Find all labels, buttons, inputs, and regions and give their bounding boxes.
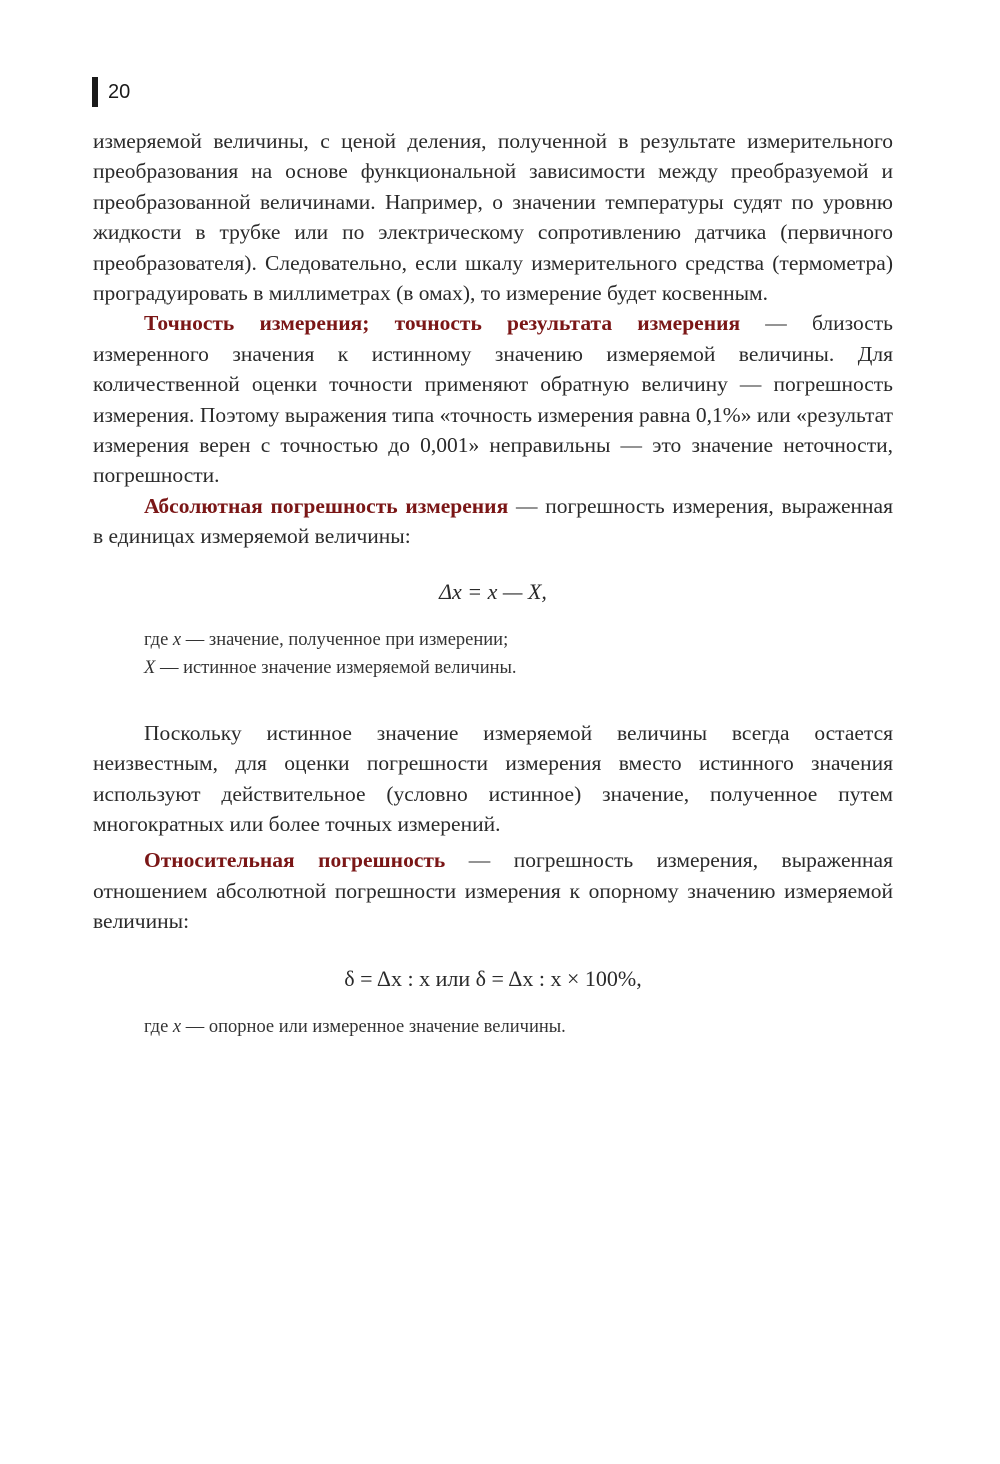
note-reference-value [93,1013,893,1041]
note2-prefix: где [144,1016,173,1037]
page-number: 20 [108,80,131,103]
note-variable-x [93,626,893,654]
note-var-x: x [172,629,182,650]
term-absolute-error: Абсолютная погрешность измерения [144,493,509,518]
note-prefix: где [144,629,173,650]
formula-absolute-error: Δx = x — X, [439,578,547,604]
page-number-bar [92,77,98,107]
term-accuracy: Точность измерения; точность результата измерения [144,311,741,336]
note-text-X: — истинное значение измеряемой величины. [155,657,517,678]
definition-absolute-error: — погрешность измерения, выраженная в единицах измеряемой величины: [93,493,893,549]
note2-text: — опорное или измеренное значение величины. [181,1016,566,1037]
definition-relative-error: — погрешность измерения, выраженная отношением абсолютной погрешности измерения к опорному значению измеряемой величины: [93,848,893,934]
definition-accuracy: — близость измеренного значения к истинному значению измеряемой величины. Для количественной оценки точности применяют обратную величину — погрешность измерения. Поэтому выражения типа «точность измерения равна 0,1%» или «результат измерения верен с точностью до 0,001» неправильны — это значение неточности, погрешности. [93,311,893,488]
note-var-X: X [144,657,156,678]
formula-relative-error: δ = Δx : x или δ = Δx : x × 100%, [344,965,642,991]
note-variable-X [93,654,893,682]
paragraph-absolute-error [93,491,893,552]
note2-var-x: x [172,1016,182,1037]
term-relative-error: Относительная погрешность [144,848,446,873]
page-content [93,126,893,1041]
paragraph-true-value: Поскольку истинное значение измеряемой величины всегда остается неизвестным, для оценки погрешности измерения вместо истинного значения используют действительное (условно истинное) значение, полученное путем многократных или более точных измерений. [93,720,893,836]
paragraph-relative-error [93,845,893,936]
page-header [92,76,130,108]
note-text-x: — значение, полученное при измерении; [181,629,509,650]
paragraph-accuracy [93,308,893,490]
paragraph-indirect-measurement: измеряемой величины, с ценой деления, полученной в результате измерительного преобразования на основе функциональной зависимости между преобразуемой и преобразованной величинами. Например, о значении температуры судят по уровню жидкости в трубке или по электрическому сопротивлению датчика (первичного преобразователя). Следовательно, если шкалу измерительного средства (термометра) проградуировать в миллиметрах (в омах), то измерение будет косвенным. [93,129,893,306]
